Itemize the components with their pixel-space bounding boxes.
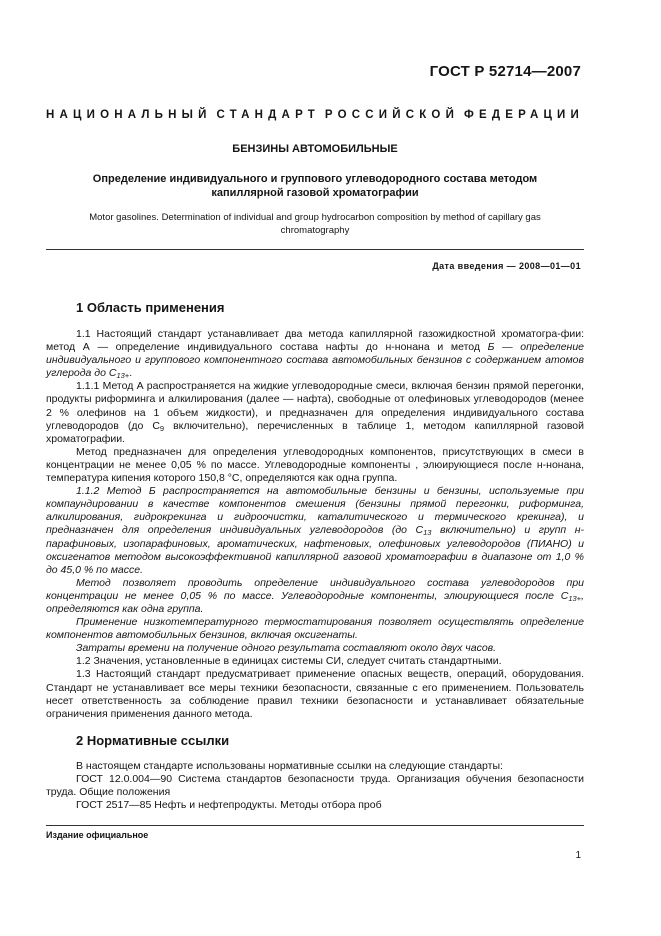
banner-word: РОССИЙСКОЙ <box>324 109 460 121</box>
paragraph: В настоящем стандарте использованы нормативные ссылки на следующие стандарты: <box>76 760 503 772</box>
paragraph: 1.1.1 Метод А распространяется на жидкие углеводородные смеси, включая бензин прямой перегонки, продукты риформинга и алкилирования (далее — нафта), свободные от олефиновых углеводородов (менее 2 % олефинов на 1 объем жидкости), и предназначен для определения индивидуального состава углеводородов (до $С_9$ включительно), перечисленных в таблице 1, методом капиллярной газовой хроматографии. <box>46 380 584 445</box>
banner-word: СТАНДАРТ <box>216 109 321 121</box>
paragraph: 1.1.2 Метод Б распространяется на автомобильные бензины и бензины, используемые при компаундировании в качестве компонентов смешения (бензины прямой перегонки, риформинга, алкилирования, гидрокрекинга и гидроочистки, каталитического и термического крекинга), и предназначен для определения индивидуальных углеводородов (до $С_{13}$ включительно) и групп н-парафиновых, изопарафиновых, ароматических, нафтеновых, олефиновых углеводородов (ПИАНО) и оксигенатов методом высокоэффективной капиллярной газовой хроматографии в диапазоне от 1,0 % до 45,0 % по массе. <box>46 485 584 576</box>
section-heading-scope: 1 Область применения <box>76 300 225 315</box>
english-title: Motor gasolines. Determination of individual and group hydrocarbon composition by method of capillary gas chromatography <box>89 212 541 236</box>
footer-divider <box>46 825 584 826</box>
edition-label: Издание официальное <box>46 830 149 840</box>
reference-item: ГОСТ 2517—85 Нефть и нефтепродукты. Методы отбора проб <box>76 799 382 812</box>
paragraph: Затраты времени на получение одного результата составляют около двух часов. <box>76 642 497 655</box>
section-heading-references: 2 Нормативные ссылки <box>76 733 230 748</box>
introduction-date: Дата введения — 2008—01—01 <box>432 261 581 271</box>
paragraph: 1.3 Настоящий стандарт предусматривает применение опасных веществ, операций, оборудования. Стандарт не устанавливает все меры техники безопасности, связанные с его применением. Пользователь несет ответственность за соблюдение правил техники безопасности и устанавливает обязательные ограничения применения данного метода. <box>46 668 584 720</box>
paragraph: 1.2 Значения, установленные в единицах системы СИ, следует считать стандартными. <box>76 655 502 668</box>
document-title: БЕНЗИНЫ АВТОМОБИЛЬНЫЕ <box>232 143 398 155</box>
paragraph: Метод предназначен для определения углеводородных компонентов, присутствующих в смеси в концентрации не менее 0,05 % по массе. Углеводородные компоненты , элюирующиеся после н-нонана, температура кипения которого 150,8 °С, определяются как одна группа. <box>46 445 584 485</box>
paragraph: Применение низкотемпературного термостатирования позволяет осуществлять определение компонентов автомобильных бензинов, включая оксигенаты. <box>46 616 584 642</box>
document-subtitle: Определение индивидуального и группового углеводородного состава методом капиллярной газовой хроматографии <box>92 173 538 199</box>
reference-item: ГОСТ 12.0.004—90 Система стандартов безопасности труда. Организация обучения безопасности труда. Общие положения <box>46 773 584 799</box>
banner-word: НАЦИОНАЛЬНЫЙ <box>46 109 212 121</box>
section-references-body <box>46 760 584 812</box>
gost-number: ГОСТ Р 52714—2007 <box>429 63 581 80</box>
national-standard-banner <box>46 109 584 121</box>
paragraph: Метод позволяет проводить определение индивидуального состава углеводородов при концентрации не менее 0,05 % по массе. Углеводородные компоненты, элюирующиеся после $С_{13+}$, определяются как одна группа. <box>46 576 584 615</box>
section-scope-body <box>46 328 584 721</box>
divider <box>46 249 584 250</box>
paragraph: 1.1 Настоящий стандарт устанавливает два метода капиллярной газожидкостной хроматогра-фии: метод А — определение индивидуального состава нафты до н-нонана и метод Б — определение индивидуального и группового компонентного состава автомобильных бензинов с содержанием атомов углерода до $С_{13+}$. <box>46 328 584 381</box>
banner-word: ФЕДЕРАЦИИ <box>463 109 584 121</box>
page-number: 1 <box>575 850 581 861</box>
